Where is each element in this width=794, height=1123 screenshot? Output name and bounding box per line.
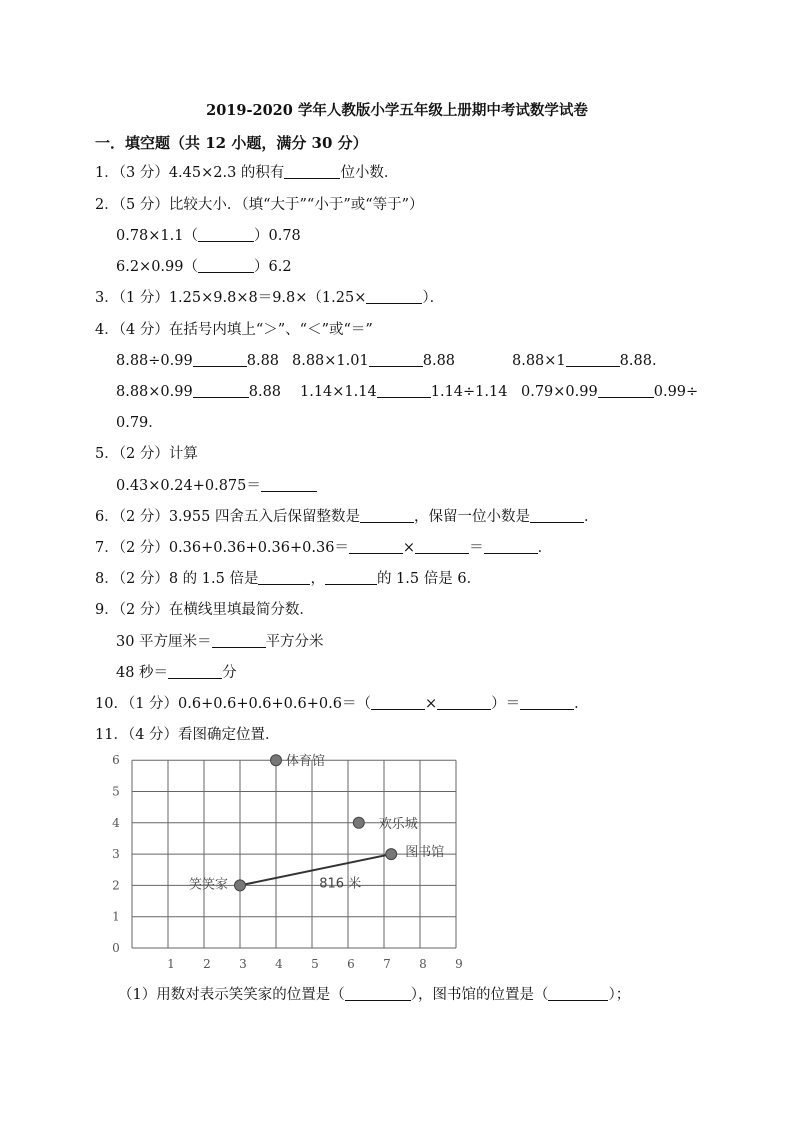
question-4-row-1c [512,351,657,371]
question-3 [95,288,444,308]
route-line [240,854,391,885]
question-9-line-1 [116,632,324,652]
question-text: 4.45×2.3 的积有 [168,165,285,181]
answer-blank[interactable] [325,570,377,585]
expression: 8.88×1.01 [292,353,369,369]
question-9 [95,600,314,620]
question-score: （3 分） [118,165,169,181]
x-tick-label: 1 [167,957,175,971]
place-label: 体育馆 [286,754,326,770]
expression: 30 平方厘米＝ [116,634,212,650]
question-2-line-1 [116,226,301,246]
expression: 48 秒＝ [116,665,169,681]
expression: 8.88÷0.99 [116,353,193,369]
question-number: 1． [95,165,119,181]
section-heading: 一．填空题（共 12 小题，满分 30 分） [95,134,368,152]
question-text: ＝ [469,540,484,556]
question-11 [95,725,280,745]
answer-blank[interactable] [360,508,414,523]
question-text: 3.955 四舍五入后保留整数是 [168,509,360,525]
exam-title: 2019-2020 学年人教版小学五年级上册期中考试数学试卷 [206,102,588,119]
place-label: 图书馆 [405,845,445,861]
question-text: 8 的 1.5 倍是 [168,571,259,587]
question-text: 在横线里填最简分数． [168,602,314,618]
x-tick-label: 6 [347,957,355,971]
question-text: 0.6+0.6+0.6+0.6+0.6＝（ [178,696,371,712]
question-5-expr [116,476,317,496]
y-tick-label: 1 [112,909,120,924]
x-tick-label: 7 [383,957,391,971]
question-9-line-2 [116,663,237,683]
expression: 8.88 [422,353,456,369]
place-marker [235,880,246,891]
question-5 [95,444,198,464]
expression: ）0.78 [254,228,301,244]
question-number: 11． [95,727,128,743]
expression: 8.88 [248,384,282,400]
question-text: ． [537,540,553,556]
question-number: 2． [95,197,119,213]
place-label: 欢乐城 [378,816,418,832]
answer-blank[interactable] [261,477,317,492]
question-text: 计算 [168,446,198,462]
answer-blank[interactable] [548,986,608,1001]
question-number: 3． [95,290,119,306]
y-tick-label: 5 [112,784,120,799]
answer-blank[interactable] [168,664,222,679]
question-4-row-2c [521,382,698,402]
y-tick-label: 0 [112,941,120,955]
answer-blank[interactable] [198,227,254,242]
answer-blank[interactable] [598,383,654,398]
question-text: ）； [608,987,631,1003]
position-map-figure [112,752,463,977]
answer-blank[interactable] [371,695,425,710]
expression: 8.88×1 [512,353,566,369]
question-text: ）＝ [491,696,521,712]
question-text: × [402,540,416,556]
expression: 0.43×0.24+0.875＝ [116,478,261,494]
expression: 8.88. [619,353,657,369]
x-tick-label: 2 [203,957,211,971]
question-score: （2 分） [118,509,169,525]
question-number: 7． [95,540,119,556]
question-4-row-3 [116,413,163,433]
answer-blank[interactable] [377,383,431,398]
answer-blank[interactable] [566,352,620,367]
map-tick-labels [112,753,463,971]
question-10 [95,694,589,714]
question-text: 在括号内填上“＞”、“＜”或“＝” [168,322,373,338]
expression: ）6.2 [254,259,292,275]
question-text: 0.36+0.36+0.36+0.36＝ [168,540,349,556]
expression: 1.14×1.14 [300,384,377,400]
question-number: 4． [95,322,119,338]
answer-blank[interactable] [530,508,584,523]
distance-label: 816 米 [319,876,362,892]
question-2 [95,195,424,215]
question-number: 10． [95,696,128,712]
position-map [112,752,463,977]
question-text: × [424,696,438,712]
question-score: （1 分） [127,696,179,712]
expression: 平方分米 [265,634,324,650]
place-marker [271,755,282,766]
question-text: （1）用数对表示笑笑家的位置是（ [118,987,345,1003]
answer-blank[interactable] [258,570,310,585]
expression: 0.79×0.99 [521,384,598,400]
answer-blank[interactable] [369,352,423,367]
place-label: 笑笑家 [188,877,228,893]
expression: 0.79． [116,415,163,431]
x-tick-label: 4 [275,957,283,971]
expression: 6.2×0.99（ [116,259,198,275]
answer-blank[interactable] [198,258,254,273]
answer-blank[interactable] [193,352,247,367]
question-text: ），图书馆的位置是（ [410,987,549,1003]
x-tick-label: 3 [239,957,247,971]
expression: 分 [222,665,237,681]
place-marker [386,849,397,860]
question-text: ． [583,509,599,525]
question-text: ， [310,571,325,587]
expression: 0.99÷ [653,384,699,400]
answer-blank[interactable] [345,986,411,1001]
answer-blank[interactable] [415,539,469,554]
question-text: 1.25×9.8×8＝9.8×（1.25× [168,290,367,306]
question-text: 看图确定位置． [178,727,280,743]
answer-blank[interactable] [437,695,491,710]
question-text: ，保留一位小数是 [413,509,530,525]
question-text: 位小数． [340,165,399,181]
answer-blank[interactable] [366,289,422,304]
question-number: 5． [95,446,119,462]
answer-blank[interactable] [349,539,403,554]
expression: 8.88×0.99 [116,384,193,400]
answer-blank[interactable] [193,383,249,398]
expression: 1.14÷1.14 [430,384,508,400]
y-tick-label: 2 [112,878,120,893]
place-marker [353,817,364,828]
question-score: （2 分） [118,602,169,618]
answer-blank[interactable] [284,164,340,179]
question-score: （4 分） [127,727,179,743]
question-score: （4 分） [118,322,169,338]
question-4-row-1 [116,351,279,371]
question-score: （2 分） [118,540,169,556]
answer-blank[interactable] [484,539,538,554]
question-number: 8． [95,571,119,587]
question-4-row-2 [116,382,281,402]
x-tick-label: 5 [311,957,319,971]
question-7 [95,538,552,558]
y-tick-label: 3 [112,847,120,862]
question-8 [95,569,481,589]
expression: 0.78×1.1（ [116,228,198,244]
question-text: 比较大小．（填“大于”“小于”或“等于”） [168,197,424,213]
answer-blank[interactable] [520,695,574,710]
question-4-row-1b [292,351,455,371]
question-11-sub-1 [118,985,630,1005]
question-score: （1 分） [118,290,169,306]
question-1 [95,163,398,183]
x-tick-label: 8 [419,957,427,971]
question-6 [95,507,598,527]
question-score: （2 分） [118,446,169,462]
question-number: 9． [95,602,119,618]
x-tick-label: 9 [455,957,463,971]
question-text: ． [574,696,589,712]
answer-blank[interactable] [212,633,266,648]
question-4 [95,320,373,340]
question-number: 6． [95,509,119,525]
y-tick-label: 4 [112,815,120,830]
y-tick-label: 6 [112,753,120,768]
question-text: 的 1.5 倍是 6． [376,571,482,587]
question-4-row-2b [300,382,507,402]
question-score: （5 分） [118,197,169,213]
question-2-line-2 [116,257,292,277]
expression: 8.88 [246,353,280,369]
question-score: （2 分） [118,571,169,587]
question-text: ）． [422,290,445,306]
